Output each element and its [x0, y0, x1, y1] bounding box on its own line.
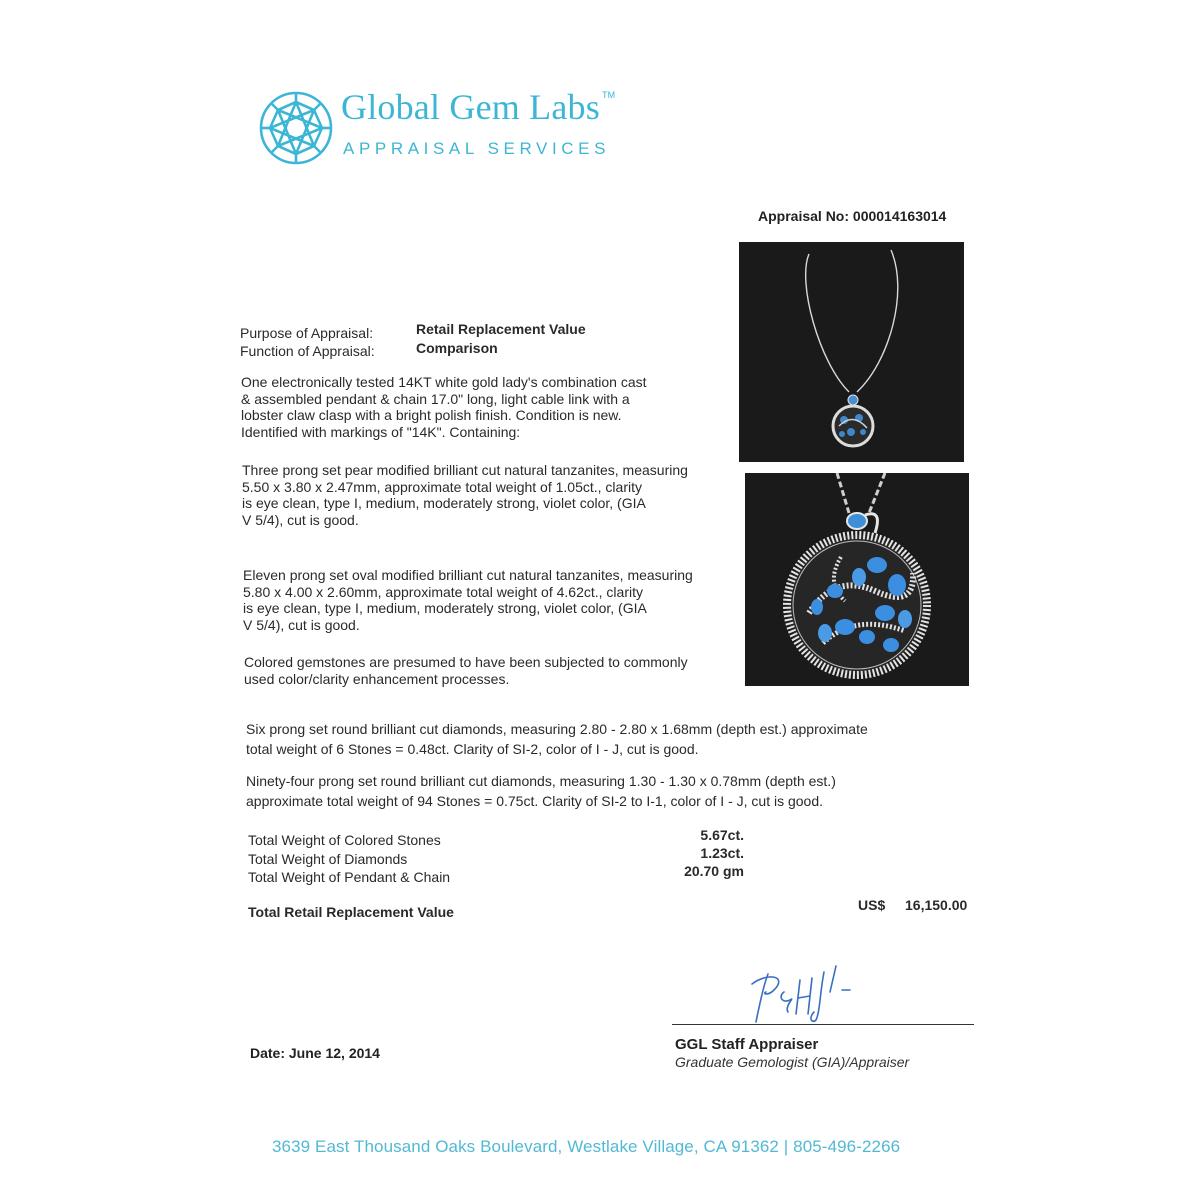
necklace-image — [739, 242, 964, 462]
pendant-closeup-photo — [745, 473, 969, 686]
brand-subtitle: APPRAISAL SERVICES — [343, 139, 611, 158]
total-diamonds-value: 1.23ct. — [700, 845, 744, 861]
staff-appraiser-title: Graduate Gemologist (GIA)/Appraiser — [675, 1054, 910, 1070]
trademark: TM — [601, 90, 616, 100]
retail-value: 16,150.00 — [905, 897, 968, 913]
purpose-value: Retail Replacement Value — [416, 321, 586, 337]
paragraph-line: total weight of 6 Stones = 0.48ct. Clarity of SI-2, color of I - J, cut is good. — [246, 741, 699, 757]
description-line: lobster claw clasp with a bright polish finish. Condition is new. — [241, 407, 622, 423]
total-diamonds-label: Total Weight of Diamonds — [248, 851, 408, 867]
paragraph-line: used color/clarity enhancement processes. — [244, 670, 510, 687]
paragraph-line: is eye clean, type I, medium, moderately strong, violet color, (GIA — [242, 495, 646, 511]
total-retail-label: Total Retail Replacement Value — [248, 904, 454, 920]
paragraph-line: Ninety-four prong set round brilliant cut diamonds, measuring 1.30 - 1.30 x 0.78mm (depth est.) — [246, 773, 836, 789]
appraisal-date: Date: June 12, 2014 — [250, 1045, 380, 1061]
paragraph-line: is eye clean, type I, medium, moderately strong, violet color, (GIA — [243, 600, 647, 616]
signature-line — [672, 1024, 974, 1025]
paragraph-line: Six prong set round brilliant cut diamonds, measuring 2.80 - 2.80 x 1.68mm (depth est.) approximate — [246, 721, 868, 737]
enhancement-note — [244, 654, 688, 687]
pear-tanzanites-paragraph — [242, 462, 688, 528]
function-label: Function of Appraisal: — [240, 343, 375, 359]
description-line: Identified with markings of "14K". Containing: — [241, 423, 521, 440]
paragraph-line: 5.50 x 3.80 x 2.47mm, approximate total weight of 1.05ct., clarity — [242, 478, 642, 495]
brand-name: Global Gem Labs ™ — [341, 87, 616, 127]
paragraph-line: Eleven prong set oval modified brilliant cut natural tanzanites, measuring — [243, 567, 693, 583]
signature-image — [738, 962, 868, 1026]
paragraph-line: approximate total weight of 94 Stones = 0.75ct. Clarity of SI-2 to I-1, color of I - J, cut is good. — [246, 793, 824, 809]
purpose-label: Purpose of Appraisal: — [240, 325, 374, 341]
necklace-photo — [739, 242, 964, 462]
paragraph-line: V 5/4), cut is good. — [242, 511, 359, 528]
function-value: Comparison — [416, 340, 498, 356]
gem-logo-icon — [258, 90, 334, 166]
six-diamonds-paragraph — [246, 719, 868, 759]
paragraph-line: V 5/4), cut is good. — [243, 616, 360, 633]
ninety-four-diamonds-paragraph — [246, 771, 836, 811]
paragraph-line: Colored gemstones are presumed to have been subjected to commonly — [244, 654, 688, 670]
appraisal-number: Appraisal No: 000014163014 — [758, 208, 947, 224]
footer-address: 3639 East Thousand Oaks Boulevard, Westlake Village, CA 91362 | 805-496-2266 — [272, 1137, 901, 1156]
item-description — [241, 374, 647, 440]
total-pendant-value: 20.70 gm — [684, 863, 744, 879]
paragraph-line: 5.80 x 4.00 x 2.60mm, approximate total weight of 4.62ct., clarity — [243, 583, 643, 600]
total-colored-label: Total Weight of Colored Stones — [248, 832, 441, 848]
staff-appraiser-name: GGL Staff Appraiser — [675, 1036, 819, 1053]
description-line: One electronically tested 14KT white gold lady's combination cast — [241, 374, 647, 390]
oval-tanzanites-paragraph — [243, 567, 693, 633]
paragraph-line: Three prong set pear modified brilliant cut natural tanzanites, measuring — [242, 462, 688, 478]
total-colored-value: 5.67ct. — [700, 827, 744, 843]
description-line: & assembled pendant & chain 17.0" long, light cable link with a — [241, 390, 630, 407]
retail-currency: US$ — [858, 897, 886, 913]
total-pendant-label: Total Weight of Pendant & Chain — [248, 869, 451, 885]
pendant-image — [745, 473, 969, 686]
